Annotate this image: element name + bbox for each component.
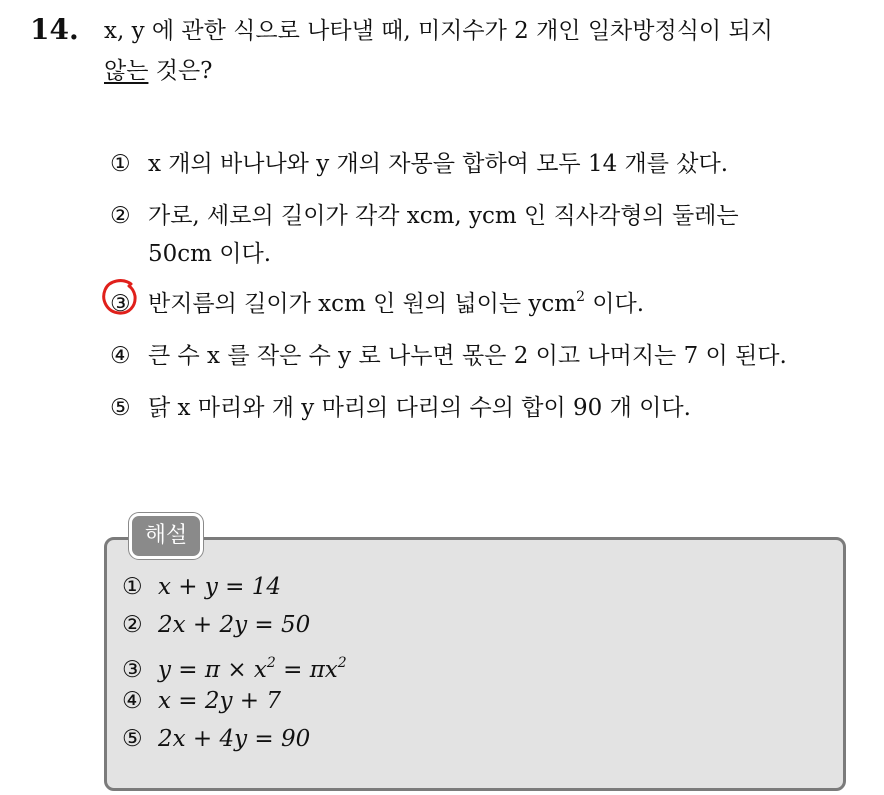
choice-3[interactable] [110,278,870,323]
choice-4[interactable] [110,337,870,375]
solution-tab-label: 해설 [129,513,203,559]
solution-number: ③ [122,657,143,683]
choice-number: ① [110,151,131,177]
solution-line-2 [122,606,822,644]
choice-number: ④ [110,343,131,369]
choice-1[interactable] [110,145,870,183]
superscript: 2 [266,655,276,671]
choice-text [148,291,644,317]
expression-part: y = π × x [158,657,267,683]
choice-text: 가로, 세로의 길이가 각각 xcm, ycm 인 직사각형의 둘레는 [148,203,739,229]
solution-expression: x + y = 14 [158,574,282,600]
solution-number: ④ [122,688,143,714]
solution-line-1 [122,568,822,606]
expression-part: = πx [275,657,338,683]
solution-number: ⑤ [122,726,143,752]
solution-line-5 [122,720,822,758]
solution-expression: 2x + 2y = 50 [158,612,311,638]
choice-text: x 개의 바나나와 y 개의 자몽을 합하여 모두 14 개를 샀다. [148,151,729,177]
choice-number: ③ [110,291,131,317]
problem-number: 14. [30,13,79,46]
choice-number: ② [110,203,131,229]
solution-number: ② [122,612,143,638]
question-line-1: x, y 에 관한 식으로 나타낼 때, 미지수가 2 개인 일차방정식이 되지 [104,18,773,44]
choice-text-main: 반지름의 길이가 xcm 인 원의 넓이는 ycm [148,291,577,317]
question-line-2: 것은? [148,58,213,84]
question-text [104,11,874,91]
solution-line-3 [122,644,822,682]
choice-5[interactable] [110,389,870,427]
superscript: 2 [337,655,347,671]
choice-2[interactable] [110,197,870,273]
choice-text: 닭 x 마리와 개 y 마리의 다리의 수의 합이 90 개 이다. [148,395,691,421]
choice-text-tail: 이다. [584,291,645,317]
answer-choices [110,145,870,441]
question-underlined-word: 않는 [104,58,149,84]
choice-text: 큰 수 x 를 작은 수 y 로 나누면 몫은 2 이고 나머지는 7 이 된다. [148,343,787,369]
superscript: 2 [576,289,585,305]
solution-expression: 2x + 4y = 90 [158,726,311,752]
solution-expression: x = 2y + 7 [158,688,282,714]
solution-expression [158,657,347,683]
choice-number: ⑤ [110,395,131,421]
solution-number: ① [122,574,143,600]
solution-lines [122,568,822,758]
choice-text-continued: 50cm 이다. [148,241,272,267]
solution-line-4 [122,682,822,720]
